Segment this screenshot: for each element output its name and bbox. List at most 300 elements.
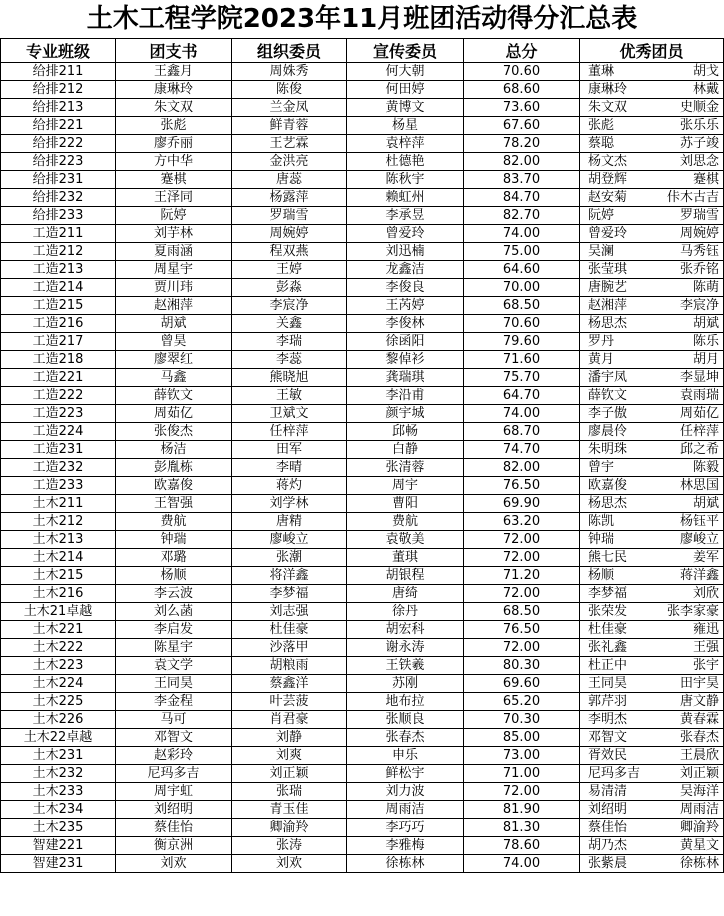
secretary-cell: 方中华 (116, 153, 232, 171)
table-row (1, 801, 724, 819)
score-cell: 68.70 (464, 423, 580, 441)
secretary-cell: 周茹亿 (116, 405, 232, 423)
excellent-member-2: 徐栋林 (652, 855, 724, 873)
organization-cell: 鲜青蓉 (232, 117, 347, 135)
secretary-cell: 费航 (116, 513, 232, 531)
publicity-cell: 谢永涛 (347, 639, 464, 657)
score-cell: 68.50 (464, 603, 580, 621)
table-row (1, 693, 724, 711)
score-cell: 75.00 (464, 243, 580, 261)
organization-cell: 杜佳豪 (232, 621, 347, 639)
table-row (1, 351, 724, 369)
excellent-member-2: 张春杰 (652, 729, 724, 747)
excellent-member-1: 蔡佳怡 (580, 819, 652, 837)
publicity-cell: 白静 (347, 441, 464, 459)
excellent-member-2: 胡戈 (652, 63, 724, 81)
excellent-member-2: 杨钰平 (652, 513, 724, 531)
secretary-cell: 夏雨涵 (116, 243, 232, 261)
excellent-member-2: 刘思念 (652, 153, 724, 171)
organization-cell: 王敏 (232, 387, 347, 405)
header-secretary: 团支书 (116, 39, 232, 63)
publicity-cell: 周雨洁 (347, 801, 464, 819)
secretary-cell: 李启发 (116, 621, 232, 639)
table-row (1, 315, 724, 333)
table-row (1, 765, 724, 783)
excellent-member-2: 王强 (652, 639, 724, 657)
organization-cell: 胡粮雨 (232, 657, 347, 675)
score-cell: 76.50 (464, 621, 580, 639)
score-cell: 81.30 (464, 819, 580, 837)
excellent-member-1: 潘宇凤 (580, 369, 652, 387)
class-cell: 工造232 (1, 459, 116, 477)
publicity-cell: 徐栋林 (347, 855, 464, 873)
excellent-member-1: 蔡聪 (580, 135, 652, 153)
organization-cell: 罗瑞雪 (232, 207, 347, 225)
organization-cell: 刘志强 (232, 603, 347, 621)
organization-cell: 熊晓旭 (232, 369, 347, 387)
score-cell: 63.20 (464, 513, 580, 531)
class-cell: 土木215 (1, 567, 116, 585)
secretary-cell: 赵彩玲 (116, 747, 232, 765)
excellent-member-1: 张紫晨 (580, 855, 652, 873)
publicity-cell: 曹阳 (347, 495, 464, 513)
score-cell: 70.30 (464, 711, 580, 729)
excellent-member-2: 张宇 (652, 657, 724, 675)
publicity-cell: 何大朝 (347, 63, 464, 81)
excellent-member-1: 杨顺 (580, 567, 652, 585)
excellent-member-2: 陈萌 (652, 279, 724, 297)
excellent-member-2: 胡斌 (652, 495, 724, 513)
organization-cell: 青玉佳 (232, 801, 347, 819)
excellent-member-1: 杜佳豪 (580, 621, 652, 639)
excellent-member-1: 易清清 (580, 783, 652, 801)
table-row (1, 477, 724, 495)
excellent-member-1: 陈凯 (580, 513, 652, 531)
excellent-member-1: 廖晨伶 (580, 423, 652, 441)
score-cell: 74.00 (464, 855, 580, 873)
score-cell: 74.70 (464, 441, 580, 459)
organization-cell: 卿渝羚 (232, 819, 347, 837)
excellent-member-2: 张乔铭 (652, 261, 724, 279)
table-row (1, 837, 724, 855)
score-cell: 64.60 (464, 261, 580, 279)
excellent-member-1: 胡乃杰 (580, 837, 652, 855)
class-cell: 工造217 (1, 333, 116, 351)
score-cell: 69.60 (464, 675, 580, 693)
table-row (1, 333, 724, 351)
table-row (1, 513, 724, 531)
class-cell: 给排213 (1, 99, 116, 117)
excellent-member-1: 杨文杰 (580, 153, 652, 171)
score-cell: 68.60 (464, 81, 580, 99)
publicity-cell: 王芮婷 (347, 297, 464, 315)
score-cell: 74.00 (464, 225, 580, 243)
excellent-member-2: 胡月 (652, 351, 724, 369)
score-cell: 75.70 (464, 369, 580, 387)
organization-cell: 张潮 (232, 549, 347, 567)
table-row (1, 783, 724, 801)
table-row (1, 603, 724, 621)
score-cell: 79.60 (464, 333, 580, 351)
secretary-cell: 廖翠红 (116, 351, 232, 369)
secretary-cell: 康琳玲 (116, 81, 232, 99)
publicity-cell: 李俊林 (347, 315, 464, 333)
publicity-cell: 李雅梅 (347, 837, 464, 855)
excellent-member-1: 尼玛多吉 (580, 765, 652, 783)
class-cell: 土木212 (1, 513, 116, 531)
organization-cell: 刘正颖 (232, 765, 347, 783)
publicity-cell: 张顺良 (347, 711, 464, 729)
table-row (1, 567, 724, 585)
publicity-cell: 张清蓉 (347, 459, 464, 477)
score-cell: 71.20 (464, 567, 580, 585)
class-cell: 工造221 (1, 369, 116, 387)
class-cell: 土木222 (1, 639, 116, 657)
excellent-member-1: 朱文双 (580, 99, 652, 117)
score-cell: 73.00 (464, 747, 580, 765)
table-row (1, 441, 724, 459)
organization-cell: 杨露萍 (232, 189, 347, 207)
table-row (1, 747, 724, 765)
excellent-member-1: 胡登辉 (580, 171, 652, 189)
table-row (1, 729, 724, 747)
class-cell: 给排221 (1, 117, 116, 135)
class-cell: 给排233 (1, 207, 116, 225)
score-cell: 81.90 (464, 801, 580, 819)
score-cell: 70.00 (464, 279, 580, 297)
class-cell: 工造218 (1, 351, 116, 369)
score-cell: 64.70 (464, 387, 580, 405)
secretary-cell: 廖乔丽 (116, 135, 232, 153)
class-cell: 土木235 (1, 819, 116, 837)
secretary-cell: 刘绍明 (116, 801, 232, 819)
organization-cell: 程双燕 (232, 243, 347, 261)
excellent-member-2: 蹇棋 (652, 171, 724, 189)
secretary-cell: 朱文双 (116, 99, 232, 117)
excellent-member-2: 蒋洋鑫 (652, 567, 724, 585)
excellent-member-1: 张礼鑫 (580, 639, 652, 657)
organization-cell: 刘爽 (232, 747, 347, 765)
publicity-cell: 费航 (347, 513, 464, 531)
publicity-cell: 袁梓萍 (347, 135, 464, 153)
class-cell: 土木22卓越 (1, 729, 116, 747)
class-cell: 土木234 (1, 801, 116, 819)
score-cell: 72.00 (464, 585, 580, 603)
excellent-member-1: 张荣发 (580, 603, 652, 621)
excellent-member-1: 罗丹 (580, 333, 652, 351)
excellent-member-2: 李宸净 (652, 297, 724, 315)
score-cell: 78.20 (464, 135, 580, 153)
secretary-cell: 李金程 (116, 693, 232, 711)
excellent-member-1: 胥效民 (580, 747, 652, 765)
class-cell: 土木221 (1, 621, 116, 639)
organization-cell: 兰金凤 (232, 99, 347, 117)
excellent-member-1: 阮婷 (580, 207, 652, 225)
organization-cell: 李蕊 (232, 351, 347, 369)
organization-cell: 叶芸菠 (232, 693, 347, 711)
score-cell: 70.60 (464, 315, 580, 333)
secretary-cell: 周星宇 (116, 261, 232, 279)
excellent-member-1: 董琳 (580, 63, 652, 81)
table-row (1, 639, 724, 657)
organization-cell: 唐精 (232, 513, 347, 531)
publicity-cell: 董琪 (347, 549, 464, 567)
excellent-member-2: 张乐乐 (652, 117, 724, 135)
class-cell: 工造222 (1, 387, 116, 405)
publicity-cell: 胡银程 (347, 567, 464, 585)
table-row (1, 531, 724, 549)
organization-cell: 刘学林 (232, 495, 347, 513)
excellent-member-1: 康琳玲 (580, 81, 652, 99)
organization-cell: 王婷 (232, 261, 347, 279)
organization-cell: 蔡鑫洋 (232, 675, 347, 693)
table-row (1, 369, 724, 387)
score-cell: 68.50 (464, 297, 580, 315)
class-cell: 给排211 (1, 63, 116, 81)
organization-cell: 张涛 (232, 837, 347, 855)
class-cell: 工造212 (1, 243, 116, 261)
table-row (1, 135, 724, 153)
excellent-member-2: 陈乐 (652, 333, 724, 351)
publicity-cell: 王铁羲 (347, 657, 464, 675)
secretary-cell: 张俊杰 (116, 423, 232, 441)
secretary-cell: 赵湘萍 (116, 297, 232, 315)
secretary-cell: 蹇棋 (116, 171, 232, 189)
excellent-member-2: 刘欣 (652, 585, 724, 603)
excellent-member-1: 赵湘萍 (580, 297, 652, 315)
secretary-cell: 周宇虹 (116, 783, 232, 801)
excellent-member-1: 欧嘉俊 (580, 477, 652, 495)
publicity-cell: 刘力波 (347, 783, 464, 801)
excellent-member-2: 吴海洋 (652, 783, 724, 801)
secretary-cell: 胡斌 (116, 315, 232, 333)
secretary-cell: 王鑫月 (116, 63, 232, 81)
organization-cell: 卫斌文 (232, 405, 347, 423)
secretary-cell: 陈星宇 (116, 639, 232, 657)
table-row (1, 711, 724, 729)
excellent-member-2: 任梓萍 (652, 423, 724, 441)
excellent-member-1: 黄月 (580, 351, 652, 369)
publicity-cell: 地布拉 (347, 693, 464, 711)
secretary-cell: 王泽同 (116, 189, 232, 207)
score-cell: 80.30 (464, 657, 580, 675)
table-row (1, 819, 724, 837)
table-row (1, 675, 724, 693)
publicity-cell: 徐丹 (347, 603, 464, 621)
secretary-cell: 贾川玮 (116, 279, 232, 297)
class-cell: 土木214 (1, 549, 116, 567)
excellent-member-2: 张李家豪 (652, 603, 724, 621)
score-cell: 67.60 (464, 117, 580, 135)
score-cell: 82.70 (464, 207, 580, 225)
publicity-cell: 刘迅楠 (347, 243, 464, 261)
organization-cell: 蒋灼 (232, 477, 347, 495)
class-cell: 土木21卓越 (1, 603, 116, 621)
organization-cell: 刘静 (232, 729, 347, 747)
header-excellent-members: 优秀团员 (580, 39, 724, 63)
class-cell: 土木225 (1, 693, 116, 711)
header-score: 总分 (464, 39, 580, 63)
class-cell: 工造233 (1, 477, 116, 495)
publicity-cell: 周宇 (347, 477, 464, 495)
secretary-cell: 杨顺 (116, 567, 232, 585)
secretary-cell: 衡京洲 (116, 837, 232, 855)
class-cell: 给排231 (1, 171, 116, 189)
header-class: 专业班级 (1, 39, 116, 63)
excellent-member-2: 苏子竣 (652, 135, 724, 153)
excellent-member-2: 刘正颖 (652, 765, 724, 783)
excellent-member-1: 吴澜 (580, 243, 652, 261)
secretary-cell: 阮婷 (116, 207, 232, 225)
excellent-member-1: 薛钦文 (580, 387, 652, 405)
excellent-member-1: 邓智文 (580, 729, 652, 747)
table-row (1, 207, 724, 225)
excellent-member-2: 陈毅 (652, 459, 724, 477)
publicity-cell: 申乐 (347, 747, 464, 765)
class-cell: 工造223 (1, 405, 116, 423)
excellent-member-2: 马秀钰 (652, 243, 724, 261)
class-cell: 智建231 (1, 855, 116, 873)
score-cell: 65.20 (464, 693, 580, 711)
excellent-member-1: 曾爱玲 (580, 225, 652, 243)
publicity-cell: 陈秋宇 (347, 171, 464, 189)
publicity-cell: 颜宇城 (347, 405, 464, 423)
class-cell: 工造216 (1, 315, 116, 333)
class-cell: 工造231 (1, 441, 116, 459)
table-row (1, 585, 724, 603)
class-cell: 工造215 (1, 297, 116, 315)
organization-cell: 唐蕊 (232, 171, 347, 189)
organization-cell: 张瑞 (232, 783, 347, 801)
publicity-cell: 赖虹州 (347, 189, 464, 207)
publicity-cell: 胡宏科 (347, 621, 464, 639)
secretary-cell: 王智强 (116, 495, 232, 513)
class-cell: 给排232 (1, 189, 116, 207)
score-cell: 76.50 (464, 477, 580, 495)
class-cell: 给排222 (1, 135, 116, 153)
class-cell: 土木231 (1, 747, 116, 765)
publicity-cell: 苏刚 (347, 675, 464, 693)
excellent-member-1: 唐腕艺 (580, 279, 652, 297)
excellent-member-1: 刘绍明 (580, 801, 652, 819)
excellent-member-2: 周婉婷 (652, 225, 724, 243)
table-row (1, 459, 724, 477)
class-cell: 工造211 (1, 225, 116, 243)
publicity-cell: 张春杰 (347, 729, 464, 747)
score-table (0, 38, 724, 873)
table-row (1, 81, 724, 99)
publicity-cell: 李巧巧 (347, 819, 464, 837)
organization-cell: 李梦福 (232, 585, 347, 603)
table-row (1, 387, 724, 405)
secretary-cell: 杨洁 (116, 441, 232, 459)
secretary-cell: 袁文学 (116, 657, 232, 675)
score-cell: 78.60 (464, 837, 580, 855)
secretary-cell: 薛钦文 (116, 387, 232, 405)
secretary-cell: 欧嘉俊 (116, 477, 232, 495)
excellent-member-2: 姜军 (652, 549, 724, 567)
score-cell: 82.00 (464, 459, 580, 477)
secretary-cell: 张彪 (116, 117, 232, 135)
publicity-cell: 袁敬美 (347, 531, 464, 549)
organization-cell: 沙落甲 (232, 639, 347, 657)
excellent-member-2: 雍迅 (652, 621, 724, 639)
organization-cell: 周姝秀 (232, 63, 347, 81)
secretary-cell: 彭胤栋 (116, 459, 232, 477)
organization-cell: 周婉婷 (232, 225, 347, 243)
score-cell: 83.70 (464, 171, 580, 189)
publicity-cell: 杜德艳 (347, 153, 464, 171)
table-row (1, 63, 724, 81)
secretary-cell: 刘芋林 (116, 225, 232, 243)
excellent-member-2: 林思国 (652, 477, 724, 495)
table-row (1, 261, 724, 279)
excellent-member-1: 钟瑞 (580, 531, 652, 549)
table-row (1, 297, 724, 315)
secretary-cell: 刘欢 (116, 855, 232, 873)
header-publicity: 宣传委员 (347, 39, 464, 63)
excellent-member-1: 王同昊 (580, 675, 652, 693)
secretary-cell: 刘么菡 (116, 603, 232, 621)
publicity-cell: 李沿甫 (347, 387, 464, 405)
excellent-member-1: 郭芹羽 (580, 693, 652, 711)
score-cell: 82.00 (464, 153, 580, 171)
table-row (1, 423, 724, 441)
score-cell: 72.00 (464, 783, 580, 801)
score-cell: 73.60 (464, 99, 580, 117)
organization-cell: 彭淼 (232, 279, 347, 297)
organization-cell: 李宸净 (232, 297, 347, 315)
publicity-cell: 邱畅 (347, 423, 464, 441)
organization-cell: 肖君豪 (232, 711, 347, 729)
score-cell: 85.00 (464, 729, 580, 747)
excellent-member-1: 赵安菊 (580, 189, 652, 207)
excellent-member-2: 邱之希 (652, 441, 724, 459)
score-cell: 71.60 (464, 351, 580, 369)
excellent-member-1: 李子傲 (580, 405, 652, 423)
excellent-member-2: 林戴 (652, 81, 724, 99)
table-row (1, 189, 724, 207)
publicity-cell: 李俊良 (347, 279, 464, 297)
organization-cell: 金洪亮 (232, 153, 347, 171)
class-cell: 土木211 (1, 495, 116, 513)
publicity-cell: 黎倬衫 (347, 351, 464, 369)
publicity-cell: 黄博文 (347, 99, 464, 117)
table-row (1, 855, 724, 873)
publicity-cell: 徐函阳 (347, 333, 464, 351)
class-cell: 土木226 (1, 711, 116, 729)
excellent-member-1: 杨思杰 (580, 315, 652, 333)
class-cell: 工造214 (1, 279, 116, 297)
table-row (1, 279, 724, 297)
score-cell: 71.00 (464, 765, 580, 783)
publicity-cell: 龚瑞琪 (347, 369, 464, 387)
score-cell: 72.00 (464, 639, 580, 657)
class-cell: 土木224 (1, 675, 116, 693)
class-cell: 给排223 (1, 153, 116, 171)
score-cell: 72.00 (464, 531, 580, 549)
header-organization: 组织委员 (232, 39, 347, 63)
excellent-member-1: 李梦福 (580, 585, 652, 603)
class-cell: 工造213 (1, 261, 116, 279)
excellent-member-2: 田宇昊 (652, 675, 724, 693)
organization-cell: 刘欢 (232, 855, 347, 873)
excellent-member-2: 李显坤 (652, 369, 724, 387)
class-cell: 土木233 (1, 783, 116, 801)
score-cell: 74.00 (464, 405, 580, 423)
organization-cell: 李瑞 (232, 333, 347, 351)
table-row (1, 117, 724, 135)
